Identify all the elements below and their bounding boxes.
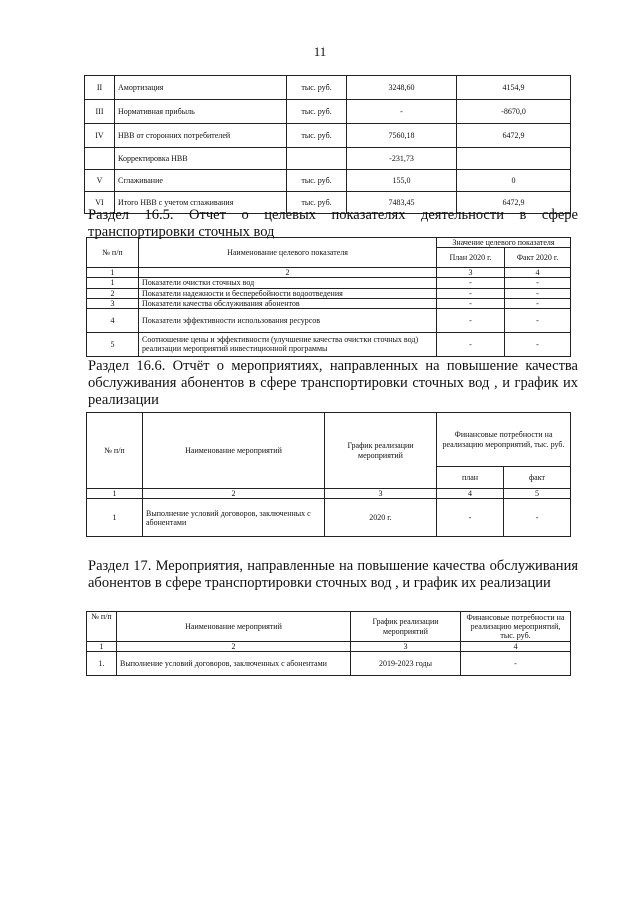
section-16-5-heading: Раздел 16.5. Отчет о целевых показателях деятельности в сфере транспортировки сточных вод bbox=[88, 207, 578, 240]
col-schedule-header: График реализации мероприятий bbox=[325, 413, 437, 489]
measures-plan-table bbox=[86, 611, 571, 676]
col-num-header: № п/п bbox=[87, 612, 117, 642]
row-name: Выполнение условий договоров, заключенных с абонентами bbox=[117, 652, 351, 676]
row-fact: - bbox=[505, 332, 571, 356]
row-value-2: 4154,9 bbox=[457, 76, 571, 100]
table-row bbox=[87, 499, 571, 537]
index-row bbox=[87, 642, 571, 652]
row-num: II bbox=[85, 76, 115, 100]
table-row bbox=[85, 100, 571, 124]
row-num: 1 bbox=[87, 278, 139, 288]
row-plan: - bbox=[437, 288, 505, 298]
row-value-1: - bbox=[347, 100, 457, 124]
row-name: Выполнение условий договоров, заключенных с абонентами bbox=[143, 499, 325, 537]
row-name: Нормативная прибыль bbox=[115, 100, 287, 124]
col-schedule-header: График реализации мероприятий bbox=[351, 612, 461, 642]
row-unit: тыс. руб. bbox=[287, 76, 347, 100]
row-num: IV bbox=[85, 124, 115, 148]
row-name: Показатели надежности и бесперебойности водоотведения bbox=[139, 288, 437, 298]
col-plan-header: План 2020 г. bbox=[437, 248, 505, 268]
measures-report-table bbox=[86, 412, 571, 537]
table-row bbox=[87, 288, 571, 298]
table-row bbox=[87, 308, 571, 332]
row-name: НВВ от сторонних потребителей bbox=[115, 124, 287, 148]
col-finance-header: Финансовые потребности на реализацию мероприятий, тыс. руб. bbox=[461, 612, 571, 642]
row-name: Корректировка НВВ bbox=[115, 148, 287, 170]
row-unit: тыс. руб. bbox=[287, 192, 347, 214]
index-cell: 5 bbox=[504, 489, 571, 499]
row-value-2: 6472,9 bbox=[457, 124, 571, 148]
index-row bbox=[87, 489, 571, 499]
row-num: VI bbox=[85, 192, 115, 214]
col-num-header: № п/п bbox=[87, 238, 139, 268]
col-fact-header: Факт 2020 г. bbox=[505, 248, 571, 268]
index-cell: 1 bbox=[87, 489, 143, 499]
row-num: 3 bbox=[87, 298, 139, 308]
row-value-1: 7483,45 bbox=[347, 192, 457, 214]
row-name: Показатели качества обслуживания абонентов bbox=[139, 298, 437, 308]
row-finance: - bbox=[461, 652, 571, 676]
index-cell: 2 bbox=[117, 642, 351, 652]
row-num: 4 bbox=[87, 308, 139, 332]
col-fact-header: факт bbox=[504, 467, 571, 489]
row-value-2: 0 bbox=[457, 170, 571, 192]
row-name: Показатели очистки сточных вод bbox=[139, 278, 437, 288]
col-name-header: Наименование мероприятий bbox=[143, 413, 325, 489]
row-num: 1. bbox=[87, 652, 117, 676]
row-name: Сглаживание bbox=[115, 170, 287, 192]
section-17-heading: Раздел 17. Мероприятия, направленные на повышение качества обслуживания абонентов в сфере транспортировки сточных вод , и график их реализации bbox=[88, 558, 578, 591]
index-cell: 1 bbox=[87, 268, 139, 278]
table-row bbox=[85, 76, 571, 100]
row-value-2: 6472,9 bbox=[457, 192, 571, 214]
index-cell: 1 bbox=[87, 642, 117, 652]
table-row bbox=[85, 170, 571, 192]
row-value-1: -231,73 bbox=[347, 148, 457, 170]
table-row bbox=[85, 148, 571, 170]
index-cell: 3 bbox=[351, 642, 461, 652]
index-cell: 4 bbox=[437, 489, 504, 499]
index-cell: 3 bbox=[325, 489, 437, 499]
row-fact: - bbox=[505, 278, 571, 288]
row-plan: - bbox=[437, 308, 505, 332]
col-value-header: Значение целевого показателя bbox=[437, 238, 571, 248]
table-row bbox=[87, 652, 571, 676]
row-unit: тыс. руб. bbox=[287, 170, 347, 192]
index-cell: 4 bbox=[505, 268, 571, 278]
row-schedule: 2019-2023 годы bbox=[351, 652, 461, 676]
col-finance-header: Финансовые потребности на реализацию мероприятий, тыс. руб. bbox=[437, 413, 571, 467]
row-unit: тыс. руб. bbox=[287, 100, 347, 124]
row-name: Амортизация bbox=[115, 76, 287, 100]
table-row bbox=[85, 124, 571, 148]
index-cell: 4 bbox=[461, 642, 571, 652]
row-num: 1 bbox=[87, 499, 143, 537]
row-value-2: -8670,0 bbox=[457, 100, 571, 124]
row-value-2 bbox=[457, 148, 571, 170]
row-fact: - bbox=[505, 298, 571, 308]
index-cell: 2 bbox=[139, 268, 437, 278]
row-fact: - bbox=[505, 308, 571, 332]
row-schedule: 2020 г. bbox=[325, 499, 437, 537]
row-num: V bbox=[85, 170, 115, 192]
row-value-1: 155,0 bbox=[347, 170, 457, 192]
row-num: 2 bbox=[87, 288, 139, 298]
financial-table bbox=[84, 75, 571, 214]
row-value-1: 7560,18 bbox=[347, 124, 457, 148]
row-value-1: 3248,60 bbox=[347, 76, 457, 100]
row-plan: - bbox=[437, 278, 505, 288]
col-num-header: № п/п bbox=[87, 413, 143, 489]
row-plan: - bbox=[437, 298, 505, 308]
row-unit: тыс. руб. bbox=[287, 124, 347, 148]
col-name-header: Наименование мероприятий bbox=[117, 612, 351, 642]
row-name: Итого НВВ с учетом сглаживания bbox=[115, 192, 287, 214]
row-plan: - bbox=[437, 499, 504, 537]
table-row bbox=[87, 332, 571, 356]
row-num: 5 bbox=[87, 332, 139, 356]
row-fact: - bbox=[505, 288, 571, 298]
row-num bbox=[85, 148, 115, 170]
index-cell: 3 bbox=[437, 268, 505, 278]
target-indicators-table bbox=[86, 237, 571, 357]
row-fact: - bbox=[504, 499, 571, 537]
row-num: III bbox=[85, 100, 115, 124]
table-row bbox=[87, 298, 571, 308]
index-cell: 2 bbox=[143, 489, 325, 499]
col-plan-header: план bbox=[437, 467, 504, 489]
row-name: Соотношение цены и эффективности (улучшение качества очистки сточных вод) реализации мероприятий инвестиционной программы bbox=[139, 332, 437, 356]
row-unit bbox=[287, 148, 347, 170]
row-name: Показатели эффективности использования ресурсов bbox=[139, 308, 437, 332]
row-plan: - bbox=[437, 332, 505, 356]
index-row bbox=[87, 268, 571, 278]
page-number: 11 bbox=[313, 44, 327, 59]
table-row bbox=[87, 278, 571, 288]
col-name-header: Наименование целевого показателя bbox=[139, 238, 437, 268]
section-16-6-heading: Раздел 16.6. Отчёт о мероприятиях, направленных на повышение качества обслуживания абонентов в сфере транспортировки сточных вод , и график их реализации bbox=[88, 358, 578, 408]
